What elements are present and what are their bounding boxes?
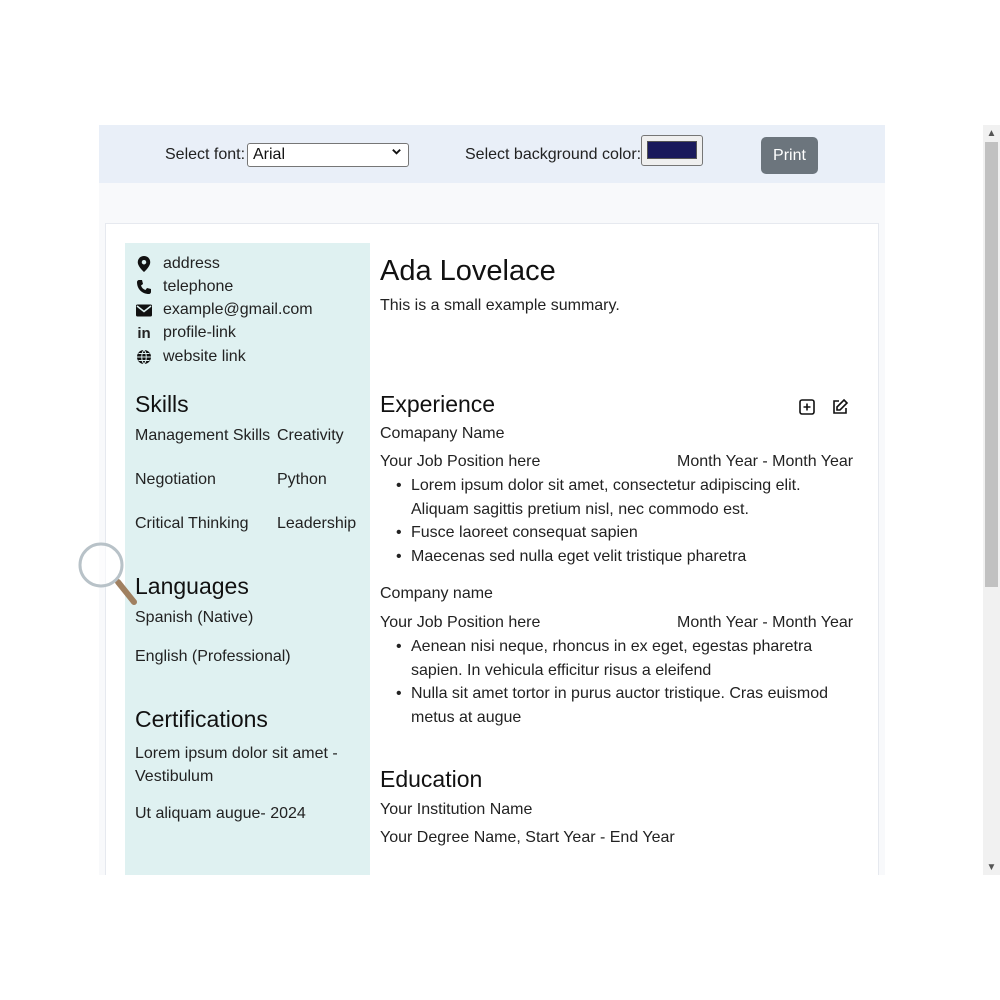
resume-main [380, 243, 860, 875]
color-swatch-fill [647, 141, 697, 159]
resume-card [105, 223, 879, 875]
list-item: • Fusce laoreet consequat sapien [380, 521, 831, 545]
languages-heading: Languages [135, 573, 249, 599]
list-item: • Nulla sit amet tortor in purus auctor tristique. Cras euismod metus at augue [380, 682, 831, 729]
job-position: Your Job Position here [380, 614, 541, 631]
scroll-up-arrow-icon[interactable]: ▲ [986, 127, 997, 139]
degree-name: Your Degree Name, Start Year - End Year [380, 829, 675, 846]
job-position: Your Job Position here [380, 453, 541, 470]
contact-email [135, 299, 313, 321]
skill-item: Python [277, 471, 327, 488]
email-text: example@gmail.com [163, 301, 313, 318]
skill-item: Leadership [277, 515, 357, 532]
magnifier-cursor-icon [74, 538, 144, 608]
experience-heading: Experience [380, 391, 496, 417]
list-item: • Aenean nisi neque, rhoncus in ex eget, egestas pharetra sapien. In vehicula efficitur risus a eleifend [380, 635, 831, 682]
job-dates: Month Year - Month Year [677, 614, 854, 631]
person-name: Ada Lovelace [380, 255, 556, 287]
certifications-heading: Certifications [135, 706, 268, 732]
linkedin-icon: in [137, 324, 151, 342]
toolbar [99, 125, 885, 183]
map-pin-icon [135, 255, 153, 273]
list-item: • Maecenas sed nulla eget velit tristique pharetra [380, 545, 831, 569]
print-button[interactable]: Print [761, 137, 818, 174]
institution-name: Your Institution Name [380, 801, 533, 818]
company-name: Comapany Name [380, 425, 505, 442]
summary-text: This is a small example summary. [380, 297, 620, 314]
phone-icon [135, 278, 153, 296]
chevron-down-icon [391, 146, 402, 160]
language-item: English (Professional) [135, 648, 291, 665]
job-bullets [380, 474, 831, 568]
job-dates: Month Year - Month Year [677, 453, 854, 470]
skill-item: Management Skills [135, 427, 271, 444]
skills-heading: Skills [135, 391, 189, 417]
skill-item: Negotiation [135, 471, 216, 488]
browser-viewport [99, 125, 885, 875]
envelope-icon [135, 301, 153, 319]
vertical-scrollbar[interactable] [983, 125, 1000, 875]
address-text: address [163, 255, 220, 272]
scroll-thumb[interactable] [985, 142, 998, 587]
skill-item: Critical Thinking [135, 515, 249, 532]
globe-icon [135, 348, 153, 366]
education-heading: Education [380, 766, 483, 792]
skill-item: Creativity [277, 427, 344, 444]
contact-website [135, 346, 246, 368]
contact-address [135, 253, 220, 275]
background-color-picker[interactable] [641, 135, 703, 166]
profile-link-text[interactable]: profile-link [163, 324, 236, 341]
job-bullets [380, 635, 831, 729]
language-item: Spanish (Native) [135, 609, 254, 626]
contact-telephone [135, 276, 233, 298]
font-select-value: Arial [253, 146, 286, 163]
background-color-label: Select background color: [465, 146, 642, 163]
company-name: Company name [380, 585, 493, 602]
contact-profile [135, 322, 236, 344]
list-item: • Lorem ipsum dolor sit amet, consectetur adipiscing elit. Aliquam sagittis pretium nisl, nec commodo est. [380, 474, 831, 521]
resume-sidebar [125, 243, 370, 875]
scroll-down-arrow-icon[interactable]: ▼ [986, 861, 997, 873]
certification-item: Ut aliquam augue- 2024 [135, 805, 306, 822]
edit-section-icon[interactable] [831, 398, 849, 416]
certification-item: Lorem ipsum dolor sit amet - Vestibulum [135, 745, 338, 785]
add-section-icon[interactable] [798, 398, 816, 416]
font-label: Select font: [165, 146, 246, 163]
telephone-text: telephone [163, 278, 234, 295]
website-link-text[interactable]: website link [163, 348, 246, 365]
font-select[interactable] [247, 143, 409, 167]
